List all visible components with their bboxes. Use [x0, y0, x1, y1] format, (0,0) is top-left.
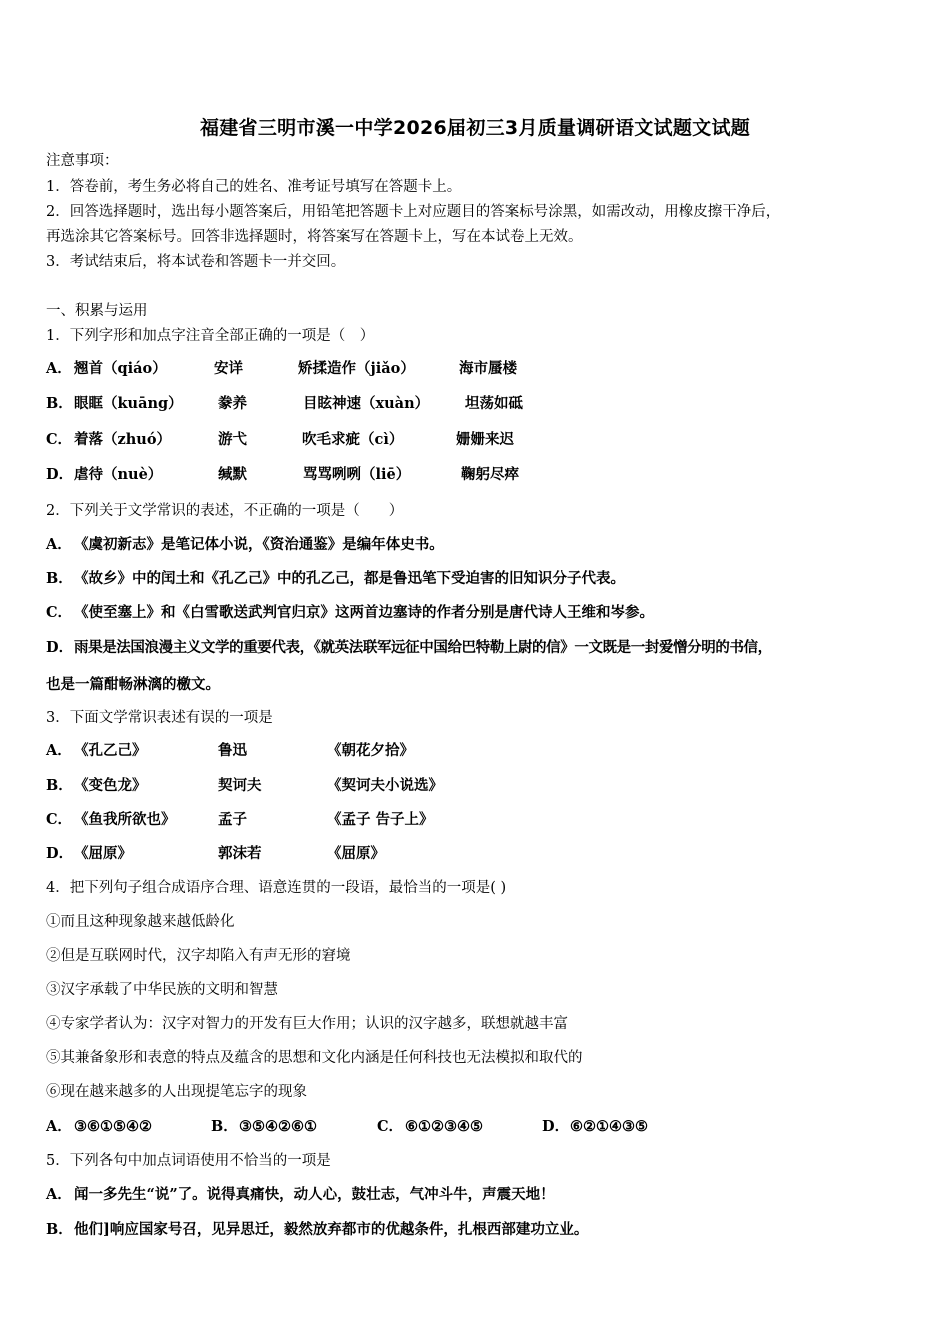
option-text: 吹毛求疵（cì） [302, 431, 404, 448]
option-label: C． [46, 431, 73, 448]
option-label: A． [46, 1118, 72, 1135]
option-text: ③⑤④②⑥① [239, 1118, 317, 1135]
notice-item: 再选涂其它答案标号。回答非选择题时，将答案写在答题卡上，写在本试卷上无效。 [46, 229, 583, 245]
option-text: 《使至塞上》和《白雪歌送武判官归京》这两首边塞诗的作者分别是唐代诗人王维和岑参。 [74, 604, 654, 621]
option-text: 游弋 [218, 431, 247, 448]
option-label: C． [46, 604, 73, 621]
option-text: 安详 [214, 360, 243, 377]
sentence-item: ①而且这种现象越来越低龄化 [46, 914, 235, 930]
option-label: C． [377, 1118, 404, 1135]
question-1-stem: 1．下列字形和加点字注音全部正确的一项是（ ） [46, 328, 375, 344]
option-text: 豢养 [218, 395, 247, 412]
option-text: 缄默 [218, 466, 247, 483]
option-text: ⑥①②③④⑤ [405, 1118, 483, 1135]
option-text: 《变色龙》 [74, 777, 147, 794]
option-text: 《故乡》中的闰土和《孔乙己》中的孔乙己，都是鲁迅笔下受迫害的旧知识分子代表。 [74, 570, 625, 587]
option-label: A． [46, 1186, 72, 1203]
option-text: 雨果是法国浪漫主义文学的重要代表，《就英法联军远征中国给巴特勒上尉的信》一文既是一封爱憎分明的书信， [74, 639, 772, 656]
option-text: 闻一多先生“说”了。说得真痛快，动人心，鼓壮志，气冲斗牛，声震天地！ [74, 1186, 555, 1203]
sentence-item: ⑥现在越来越多的人出现提笔忘字的现象 [46, 1084, 307, 1100]
option-text-continued: 也是一篇酣畅淋漓的檄文。 [46, 676, 220, 693]
option-text: 郭沫若 [218, 845, 262, 862]
option-text: 《朝花夕拾》 [327, 742, 414, 759]
sentence-item: ③汉字承载了中华民族的文明和智慧 [46, 982, 278, 998]
option-text: 骂骂咧咧（liē） [303, 466, 411, 483]
option-text: 鞠躬尽瘁 [461, 466, 519, 483]
page-title: 福建省三明市溪一中学2026届初三3月质量调研语文试题文试题 [199, 117, 751, 139]
option-text: 坦荡如砥 [465, 395, 523, 412]
question-5-stem: 5．下列各句中加点词语使用不恰当的一项是 [46, 1153, 331, 1169]
option-text: 眼眶（kuāng） [74, 395, 183, 412]
sentence-item: ②但是互联网时代，汉字却陷入有声无形的窘境 [46, 948, 351, 964]
option-label: B． [46, 1221, 73, 1238]
option-text: 《鱼我所欲也》 [74, 811, 176, 828]
option-label: B． [46, 395, 73, 412]
option-text: 《孔乙己》 [74, 742, 147, 759]
option-label: A． [46, 536, 72, 553]
question-3-stem: 3．下面文学常识表述有误的一项是 [46, 710, 273, 726]
option-label: B． [46, 570, 73, 587]
option-text: 《契诃夫小说选》 [327, 777, 443, 794]
option-text: 《虞初新志》是笔记体小说，《资治通鉴》是编年体史书。 [74, 536, 444, 553]
option-label: D． [542, 1118, 570, 1135]
option-text: ③⑥①⑤④② [74, 1118, 152, 1135]
option-label: C． [46, 811, 73, 828]
option-label: D． [46, 639, 74, 656]
option-text: 着落（zhuó） [74, 431, 171, 448]
option-label: D． [46, 466, 74, 483]
notice-item: 2．回答选择题时，选出每小题答案后，用铅笔把答题卡上对应题目的答案标号涂黑，如需改动，用橡皮擦干净后， [46, 204, 781, 220]
notice-item: 1．答卷前，考生务必将自己的姓名、准考证号填写在答题卡上。 [46, 179, 462, 195]
option-text: 《屈原》 [327, 845, 385, 862]
option-text: 孟子 [218, 811, 247, 828]
section-heading: 一、积累与运用 [46, 303, 148, 319]
option-text: 《孟子 告子上》 [327, 811, 434, 828]
option-text: 《屈原》 [74, 845, 132, 862]
option-label: B． [46, 777, 73, 794]
option-text: 鲁迅 [218, 742, 247, 759]
option-label: A． [46, 360, 72, 377]
option-text: 契诃夫 [218, 777, 262, 794]
notice-item: 3．考试结束后，将本试卷和答题卡一并交回。 [46, 254, 346, 270]
option-label: B． [211, 1118, 238, 1135]
option-text: 目眩神速（xuàn） [303, 395, 430, 412]
option-text: 姗姗来迟 [456, 431, 514, 448]
option-text: 他们]响应国家号召，见异思迁，毅然放弃都市的优越条件，扎根西部建功立业。 [74, 1221, 589, 1238]
question-4-stem: 4．把下列句子组合成语序合理、语意连贯的一段语，最恰当的一项是( ) [46, 880, 507, 896]
option-text: 矫揉造作（jiǎo） [298, 360, 415, 377]
notice-heading: 注意事项： [46, 153, 119, 169]
option-text: ⑥②①④③⑤ [570, 1118, 648, 1135]
question-2-stem: 2．下列关于文学常识的表述，不正确的一项是（ ） [46, 503, 404, 519]
option-label: A． [46, 742, 72, 759]
sentence-item: ⑤其兼备象形和表意的特点及蕴含的思想和文化内涵是任何科技也无法模拟和取代的 [46, 1050, 583, 1066]
option-text: 海市蜃楼 [459, 360, 517, 377]
option-text: 翘首（qiáo） [74, 360, 167, 377]
option-text: 虐待（nuè） [74, 466, 163, 483]
option-label: D． [46, 845, 74, 862]
sentence-item: ④专家学者认为：汉字对智力的开发有巨大作用；认识的汉字越多，联想就越丰富 [46, 1016, 568, 1032]
